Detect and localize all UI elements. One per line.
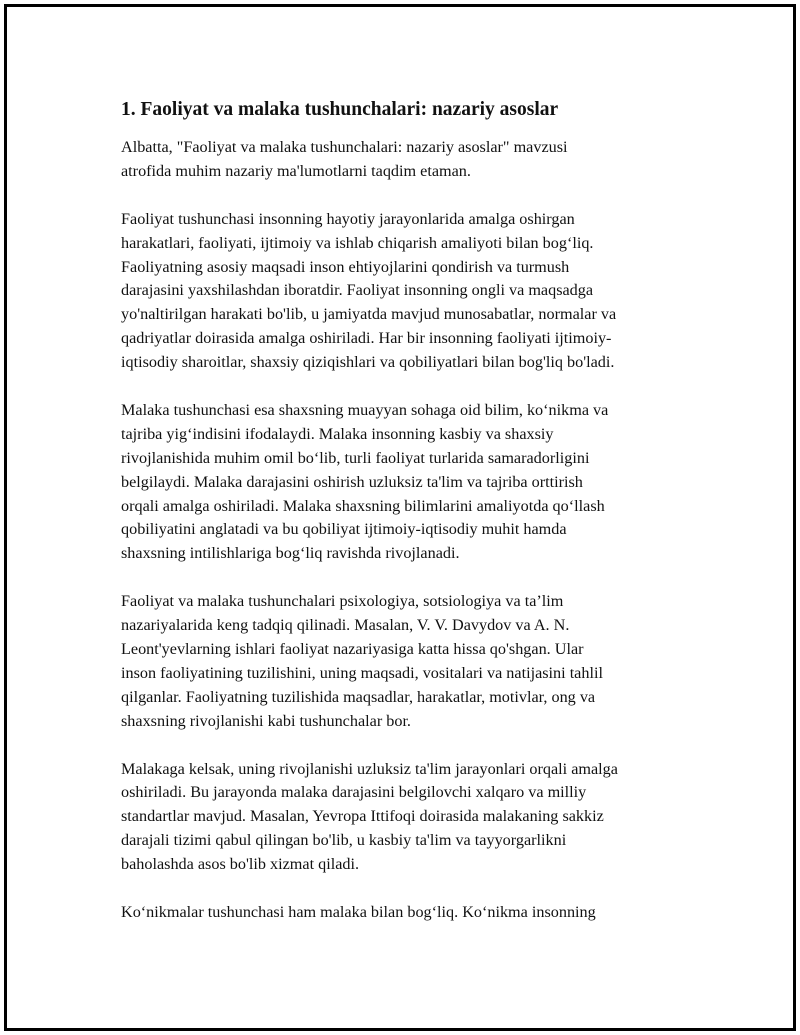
text-line: iqtisodiy sharoitlar, shaxsiy qiziqishlari va qobiliyatlari bilan bog'liq bo'ladi. <box>121 353 615 372</box>
text-line: Faoliyatning asosiy maqsadi inson ehtiyojlarini qondirish va turmush <box>121 257 570 276</box>
text-line: harakatlari, faoliyati, ijtimoiy va ishlab chiqarish amaliyoti bilan bogʻliq. <box>121 233 594 252</box>
text-line: shaxsning rivojlanishi kabi tushunchalar bor. <box>121 711 411 730</box>
text-line: darajasini yaxshilashdan iboratdir. Faoliyat insonning ongli va maqsadga <box>121 281 594 300</box>
text-line: tajriba yigʻindisini ifodalaydi. Malaka insonning kasbiy va shaxsiy <box>121 424 554 443</box>
text-line: shaxsning intilishlariga bogʻliq ravishda rivojlanadi. <box>121 544 460 563</box>
text-line: belgilaydi. Malaka darajasini oshirish uzluksiz ta'lim va tajriba orttirish <box>121 472 583 491</box>
paragraph-nazariyalar <box>121 590 693 733</box>
text-line: Faoliyat tushunchasi insonning hayotiy jarayonlarida amalga oshirgan <box>121 209 575 228</box>
paragraph-konikmalar <box>121 901 693 925</box>
text-line: Malakaga kelsak, uning rivojlanishi uzluksiz ta'lim jarayonlari orqali amalga <box>121 759 618 778</box>
document-title: 1. Faoliyat va malaka tushunchalari: nazariy asoslar <box>121 99 559 120</box>
text-line: atrofida muhim nazariy ma'lumotlarni taqdim etaman. <box>121 161 471 180</box>
text-line: qilganlar. Faoliyatning tuzilishida maqsadlar, harakatlar, motivlar, ong va <box>121 687 596 706</box>
text-line: Koʻnikmalar tushunchasi ham malaka bilan bogʻliq. Koʻnikma insonning <box>121 902 596 921</box>
document-body <box>121 95 693 949</box>
paragraph-intro <box>121 136 693 184</box>
text-line: oshiriladi. Bu jarayonda malaka darajasini belgilovchi xalqaro va milliy <box>121 783 587 802</box>
text-line: baholashda asos bo'lib xizmat qiladi. <box>121 855 360 874</box>
text-line: Faoliyat va malaka tushunchalari psixologiya, sotsiologiya va taʼlim <box>121 592 564 611</box>
text-line: yo'naltirilgan harakati bo'lib, u jamiyatda mavjud munosabatlar, normalar va <box>121 305 617 324</box>
paragraph-faoliyat <box>121 208 693 375</box>
paragraph-malaka <box>121 399 693 566</box>
text-line: rivojlanishida muhim omil boʻlib, turli faoliyat turlarida samaradorligini <box>121 448 590 467</box>
text-line: qadriyatlar doirasida amalga oshiriladi. Har bir insonning faoliyati ijtimoiy- <box>121 329 612 348</box>
text-line: nazariyalarida keng tadqiq qilinadi. Masalan, V. V. Davydov va A. N. <box>121 616 570 635</box>
text-line: standartlar mavjud. Masalan, Yevropa Ittifoqi doirasida malakaning sakkiz <box>121 807 604 826</box>
page-border <box>4 4 796 1031</box>
text-line: Malaka tushunchasi esa shaxsning muayyan sohaga oid bilim, koʻnikma va <box>121 400 609 419</box>
text-line: Albatta, "Faoliyat va malaka tushunchalari: nazariy asoslar" mavzusi <box>121 138 568 156</box>
text-line: darajali tizimi qabul qilingan bo'lib, u kasbiy ta'lim va tayyorgarlikni <box>121 831 567 850</box>
text-line: orqali amalga oshiriladi. Malaka shaxsning bilimlarini amaliyotda qoʻllash <box>121 496 605 515</box>
text-line: qobiliyatini anglatadi va bu qobiliyat ijtimoiy-iqtisodiy muhit hamda <box>121 520 567 539</box>
text-line: inson faoliyatining tuzilishini, uning maqsadi, vositalari va natijasini tahlil <box>121 663 603 682</box>
text-line: Leont'yevlarning ishlari faoliyat nazariyasiga katta hissa qo'shgan. Ular <box>121 639 584 658</box>
paragraph-malakaga-kelsak <box>121 758 693 878</box>
